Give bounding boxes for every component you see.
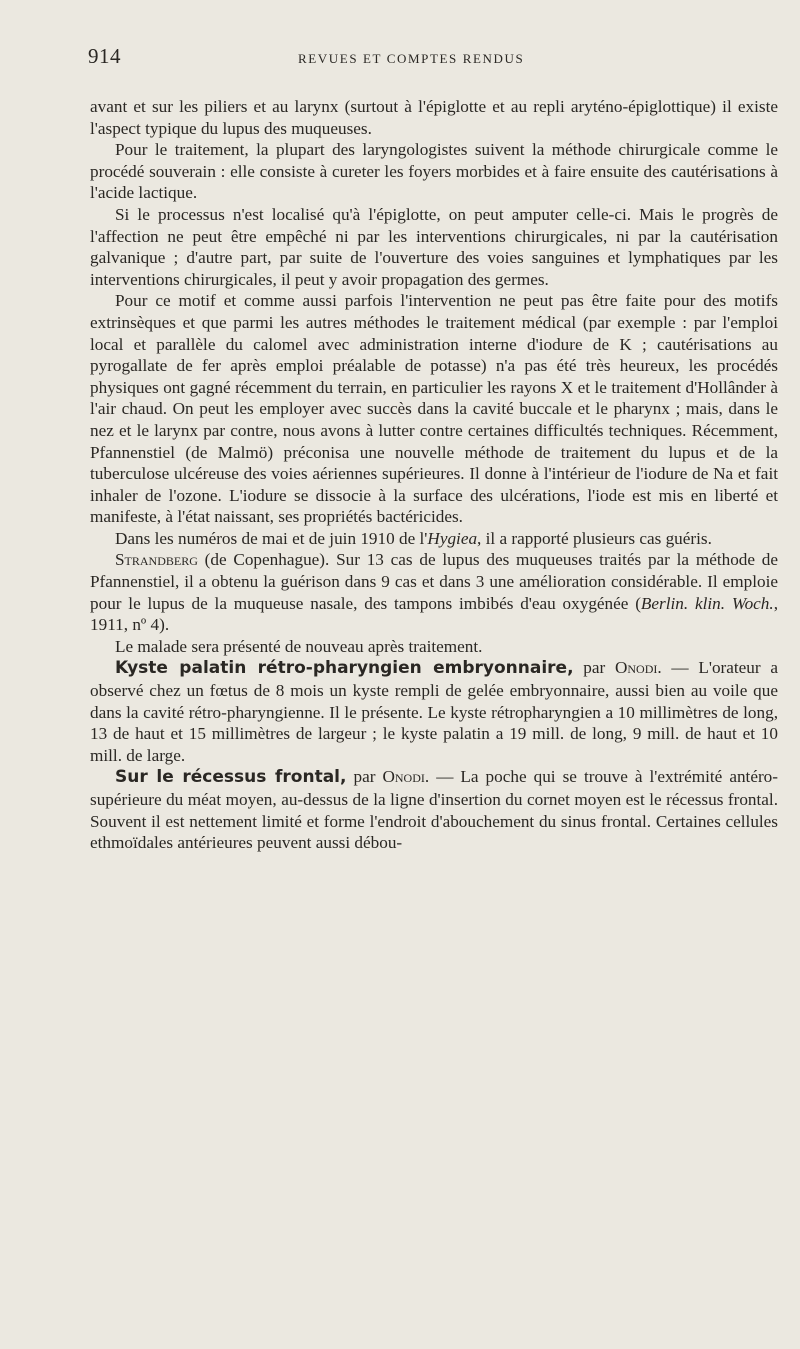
paragraph-6 xyxy=(90,549,778,635)
paragraph-9 xyxy=(90,766,778,853)
author-name: Onodi xyxy=(614,658,658,678)
author-name: Strandberg xyxy=(115,550,198,570)
paragraph-9-by: par xyxy=(346,767,383,787)
paragraph-9-text: . — La poche qui se trouve à l'extrémité antéro-supérieure du méat moyen, au-dessus de la ligne d'insertion du cornet moyen est le récessus frontal. Souvent il est nettement limité et forme l'endroit d'abouchement du sinus frontal. Certaines cellules ethmoïdales antérieures peuvent aussi débou- xyxy=(90,767,778,853)
paragraph-4: Pour ce motif et comme aussi parfois l'intervention ne peut pas être faite pour des motifs extrinsèques et que parmi les autres méthodes le traitement médical (par exemple : par l'emploi local et parallèle du calomel avec administration interne d'iodure de K ; cautérisations au pyrogallate de fer après emploi préalable de potasse) n'a pas été très heureux, les procédés physiques ont gagné récemment du terrain, en particulier les rayons X et le traitement d'Hollânder à l'air chaud. On peut les employer avec succès dans la cavité buccale et le pharynx ; mais, dans le nez et le larynx par contre, nous avons à lutter contre certaines difficultés techniques. Récemment, Pfannenstiel (de Malmö) préconisa une nouvelle méthode de traitement du lupus et de la tuberculose ulcéreuse des voies aériennes supérieures. Il donne à l'intérieur de l'iodure de Na et fait inhaler de l'ozone. L'iodure se dissocie à la surface des ulcérations, l'iode est mis en liberté et manifeste, à l'état naissant, ses propriétés bactéricides. xyxy=(90,291,778,527)
body-text xyxy=(90,96,778,854)
journal-title: Hygiea xyxy=(427,528,478,548)
paragraph-8-text: . — L'orateur a observé chez un fœtus de 8 mois un kyste rempli de gelée embryonnaire, aussi bien au voile que dans la cavité rétro-pharyngienne. Il le présente. Le kyste rétropharyngien a 10 millimètres de long, 13 de haut et 15 millimètres de largeur ; le kyste palatin a 19 mill. de long, 9 mill. de haut et 10 mill. de large. xyxy=(90,658,778,765)
running-head: REVUES ET COMPTES RENDUS xyxy=(298,51,525,66)
paragraph-6-text-a: (de Copenhague). Sur 13 cas de lupus des muqueuses traités par la méthode de Pfannenstiel, il a obtenu la guérison dans 9 cas et dans 3 une amélioration considérable. Il emploie pour le lupus de la muqueuse nasale, des tampons imbibés d'eau oxygénée ( xyxy=(90,550,778,613)
paragraph-3: Si le processus n'est localisé qu'à l'épiglotte, on peut amputer celle-ci. Mais le progrès de l'affection ne peut être empêché ni par les interventions chirurgicales, ni par la cautérisation galvanique ; d'autre part, par suite de l'ouverture des voies sanguines et lymphatiques par les interventions chirurgicales, il peut y avoir propagation des germes. xyxy=(90,204,778,289)
paragraph-6-text-b: , 1911, nº 4). xyxy=(90,593,778,635)
paragraph-5-text-b: , il a rapporté plusieurs cas guéris. xyxy=(477,528,712,548)
paragraph-8-by: par xyxy=(573,658,615,678)
section-heading-recessus: Sur le récessus frontal, xyxy=(115,767,347,788)
page-number: 914 xyxy=(88,44,121,68)
paragraph-5 xyxy=(90,528,778,550)
paragraph-5-text-a: Dans les numéros de mai et de juin 1910 de l' xyxy=(115,528,428,548)
paragraph-8 xyxy=(90,657,778,766)
paragraph-2: Pour le traitement, la plupart des laryngologistes suivent la méthode chirurgicale comme le procédé souverain : elle consiste à cureter les foyers morbides et à faire ensuite des cautérisations à l'acide lactique. xyxy=(90,140,778,203)
citation-journal: Berlin. klin. Woch. xyxy=(640,593,774,613)
author-name: Onodi xyxy=(382,767,425,787)
page-header xyxy=(88,44,778,76)
paragraph-1: avant et sur les piliers et au larynx (surtout à l'épiglotte et au repli aryténo-épiglottique) il existe l'aspect typique du lupus des muqueuses. xyxy=(90,97,778,138)
paragraph-7: Le malade sera présenté de nouveau après traitement. xyxy=(115,636,483,656)
section-heading-kyste: Kyste palatin rétro-pharyngien embryonnaire, xyxy=(115,658,574,679)
